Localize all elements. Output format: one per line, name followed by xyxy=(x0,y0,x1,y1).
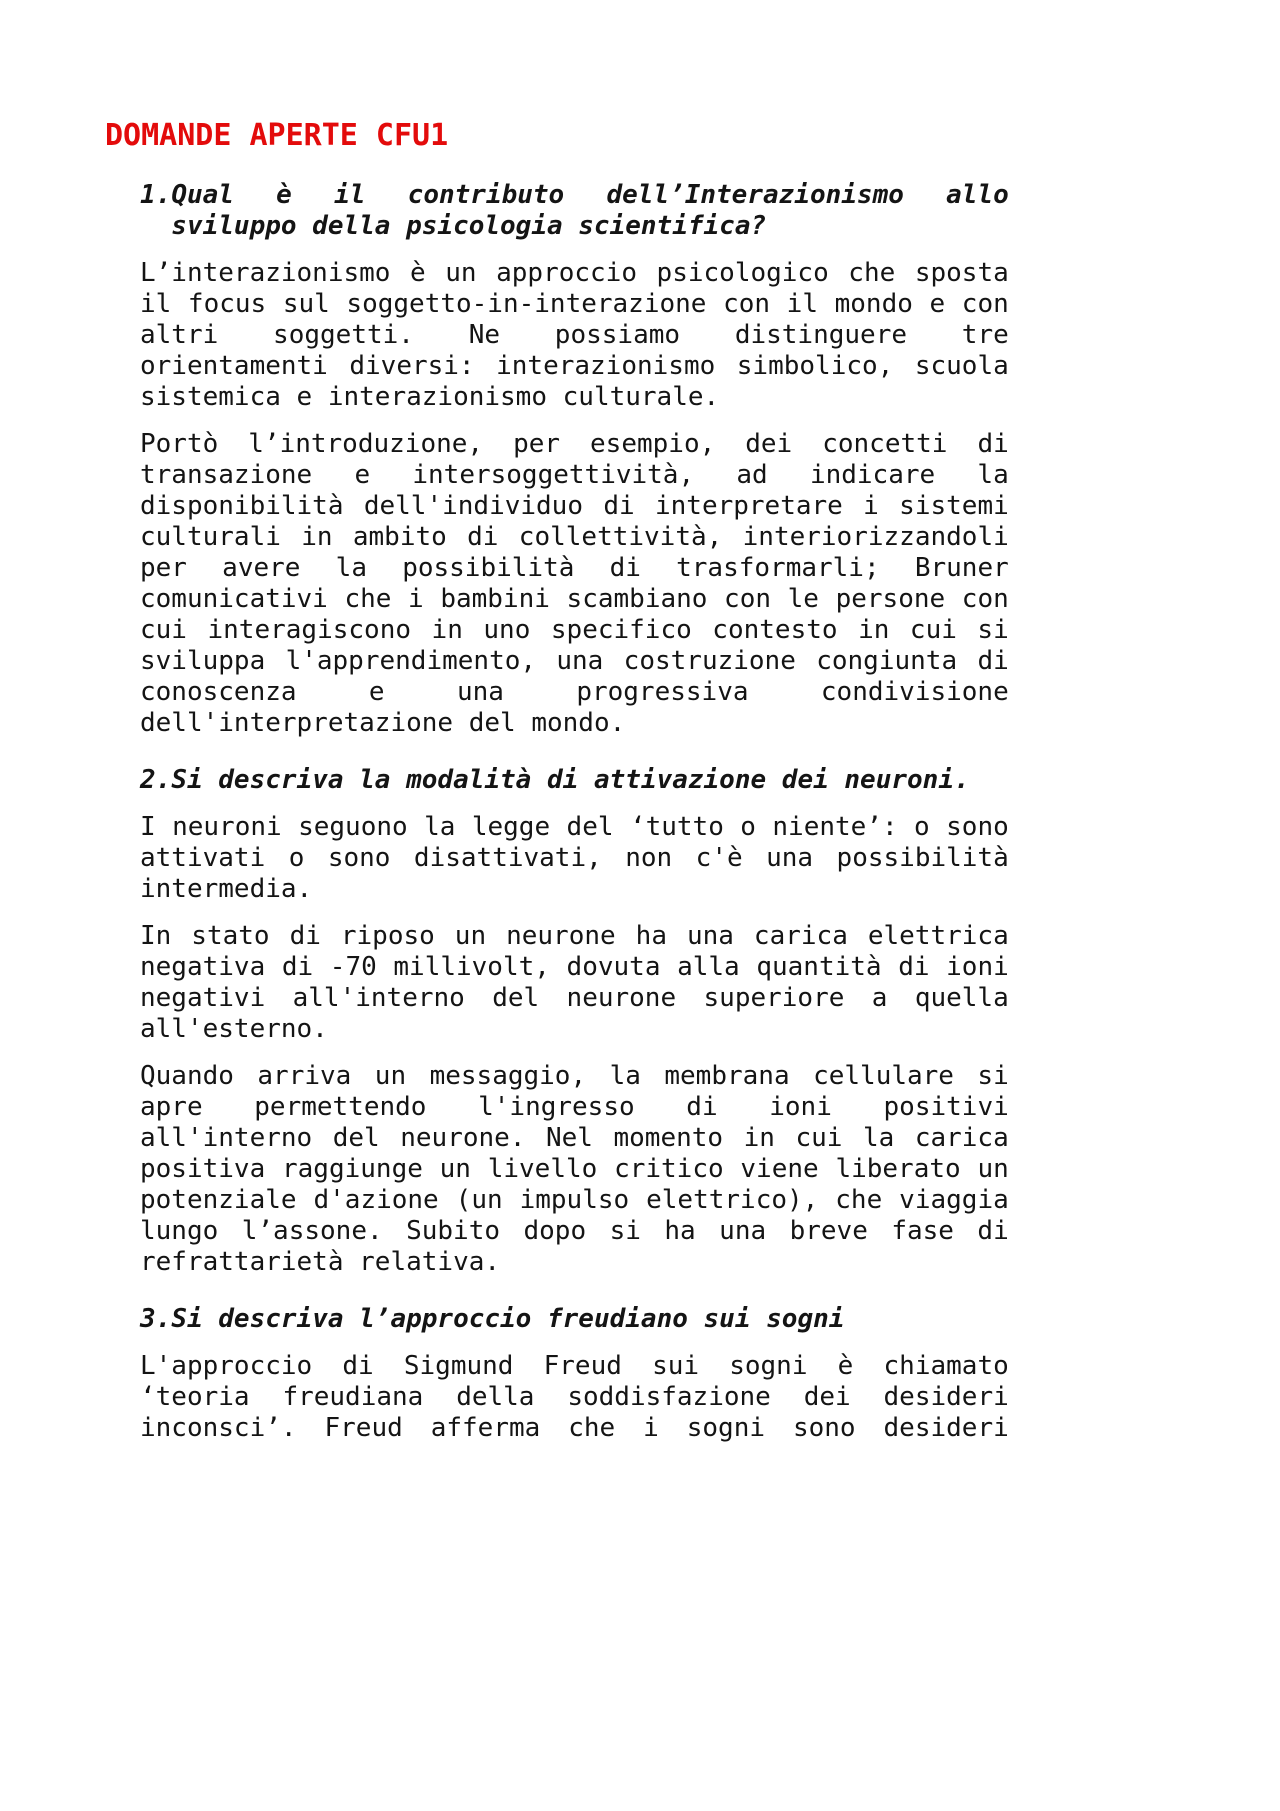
answer-3-paragraph-1: L'approccio di Sigmund Freud sui sogni è chiamato ‘teoria freudiana della soddisfazione dei desideri inconsci’. Freud afferma che i sogni sono desideri xyxy=(140,1351,1009,1443)
question-3-text: Si descriva l’approccio freudiano sui sogni xyxy=(171,1304,845,1334)
document-body xyxy=(140,180,1009,1444)
answer-1-paragraph-1: L’interazionismo è un approccio psicologico che sposta il focus sul soggetto-in-interazione con il mondo e con altri soggetti. Ne possiamo distinguere tre orientamenti diversi: interazionismo simbolico, scuola sistemica e interazionismo culturale. xyxy=(140,258,1009,412)
question-2-text: Si descriva la modalità di attivazione dei neuroni. xyxy=(171,765,970,795)
question-1-number: 1. xyxy=(140,180,172,210)
question-3-heading xyxy=(140,1304,1009,1335)
question-1-text: Qual è il contributo dell’Interazionismo allo sviluppo della psicologia scientifica? xyxy=(171,180,1009,241)
answer-2-paragraph-3: Quando arriva un messaggio, la membrana cellulare si apre permettendo l'ingresso di ioni positivi all'interno del neurone. Nel momento in cui la carica positiva raggiunge un livello critico viene liberato un potenziale d'azione (un impulso elettrico), che viaggia lungo l’assone. Subito dopo si ha una breve fase di refrattarietà relativa. xyxy=(140,1061,1009,1277)
question-2-number: 2. xyxy=(140,765,172,795)
answer-1-paragraph-2: Portò l’introduzione, per esempio, dei concetti di transazione e intersoggettività, ad indicare la disponibilità dell'individuo di interpretare i sistemi culturali in ambito di collettività, interiorizzandoli per avere la possibilità di trasformarli; Bruner comunicativi che i bambini scambiano con le persone con cui interagiscono in uno specifico contesto in cui si sviluppa l'apprendimento, una costruzione congiunta di conoscenza e una progressiva condivisione dell'interpretazione del mondo. xyxy=(140,429,1009,738)
question-3-number: 3. xyxy=(140,1304,172,1334)
question-1-heading xyxy=(140,180,1009,242)
document-title: DOMANDE APERTE CFU1 xyxy=(105,118,449,153)
answer-2-paragraph-2: In stato di riposo un neurone ha una carica elettrica negativa di -70 millivolt, dovuta alla quantità di ioni negativi all'interno del neurone superiore a quella all'esterno. xyxy=(140,921,1009,1044)
question-2-heading xyxy=(140,765,1009,796)
answer-2-paragraph-1: I neuroni seguono la legge del ‘tutto o niente’: o sono attivati o sono disattivati, non c'è una possibilità intermedia. xyxy=(140,812,1009,904)
